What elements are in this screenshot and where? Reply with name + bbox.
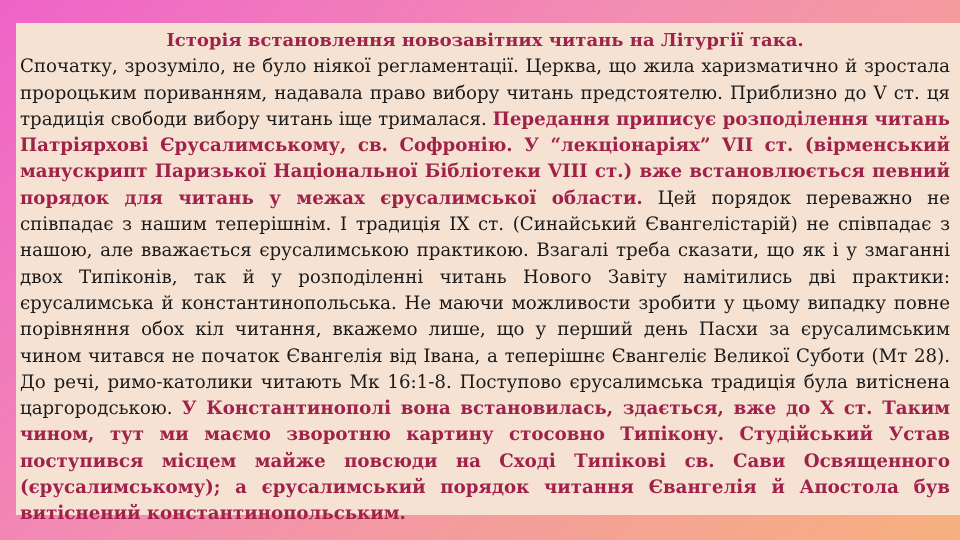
paragraph-segment-1: Спочатку, зрозуміло, не було ніякої регламентації. Церква, що жила харизматично й зростала пророцьким пориванням, надавала право вибору читань предстоятелю. Приблизно до V ст. ця традиція свободи вибору читань іще трималася. xyxy=(20,56,950,130)
paragraph-segment-3: Цей порядок переважно не співпадає з нашим теперішнім. І традиція IX ст. (Синайський Євангелістарій) не співпадає з нашою, але вважається єрусалимською практикою. Взагалі треба сказати, що як і у змаганні двох Типіконів, так й у розподіленні читань Нового Завіту намітились дві практики: єрусалимська й константинопольська. Не маючи можливости зробити у цьому випадку повне порівняння обох кіл читання, вкажемо лише, що у перший день Пасхи за єрусалимським чином читався не початок Євангелія від Івана, а теперішнє Євангеліє Великої Суботи (Мт 28). До речі, римо-католики читають Мк 16:1-8. Поступово єрусалимська традиція була витіснена царгородською. xyxy=(20,187,950,420)
slide-title: Історія встановлення новозавітних читань на Літургії така. xyxy=(166,30,804,51)
paragraph-segment-2-highlighted: Передання приписує розподілення читань Патріярхові Єрусалимському, св. Софронію. У “лекціонаріях” VII ст. (вірменський манускрипт Паризької Національної Бібліотеки VIII ст.) вже встановлюється певний порядок для читань у межах єрусалимської области. xyxy=(20,108,950,209)
slide-panel xyxy=(16,23,960,525)
paragraph-segment-4-highlighted: У Константинополі вона встановилась, здається, вже до X ст. Таким чином, тут ми маємо зворотню картину стосовно Типікону. Студійський Устав поступився місцем майже повсюди на Сході Типікові св. Сави Освященного (єрусалимському); а єрусалимський порядок читання Євангелія й Апостола був витіснений константинопольським. xyxy=(20,398,950,525)
slide-text-block xyxy=(20,28,950,528)
